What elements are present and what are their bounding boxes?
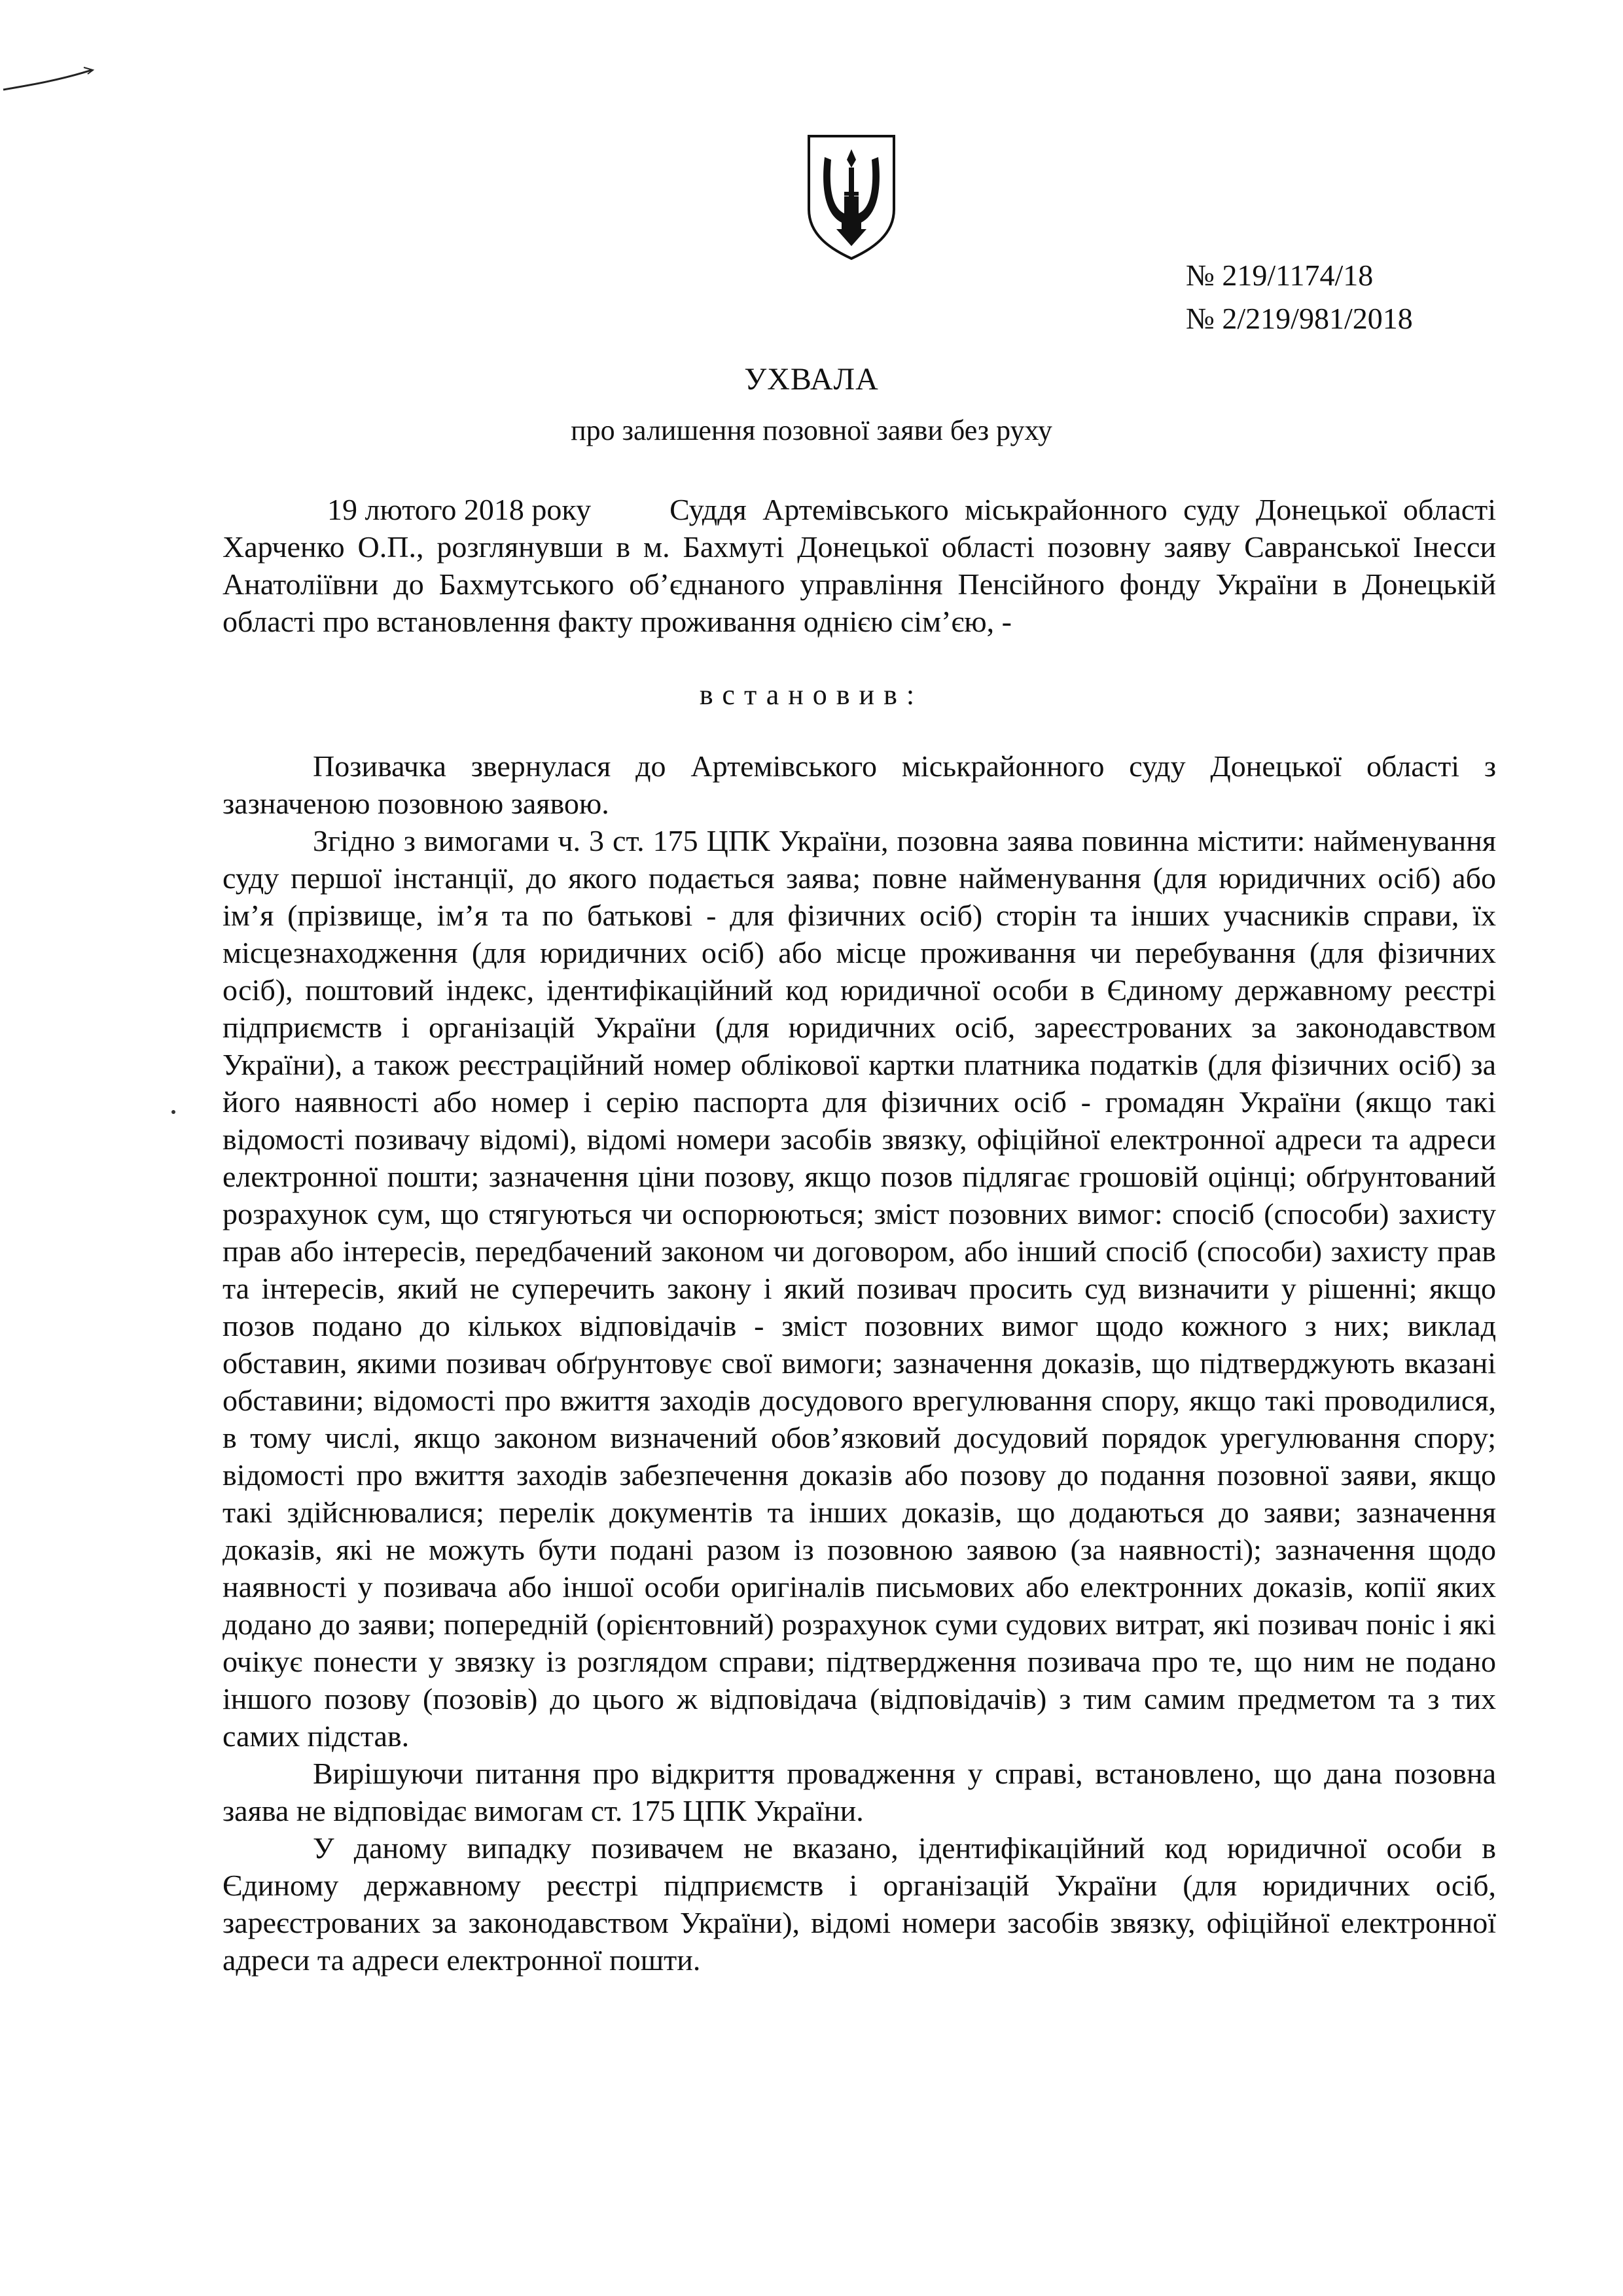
case-numbers	[1186, 254, 1413, 340]
coat-of-arms-trident-icon	[802, 131, 901, 262]
case-number: № 219/1174/18	[1186, 259, 1374, 292]
decision-date: 19 лютого 2018 року	[327, 493, 592, 526]
document-subtitle: про залишення позовної заяви без руху	[571, 414, 1052, 446]
established-heading: встановив:	[699, 679, 924, 711]
intro-text: Суддя Артемівського міськрайонного суду Донецької області Харченко О.П., розглянувши в м. Бахмуті Донецької області позовну заяву Савранської Інесси Анатоліївни до Бахмутського об’єднаного управління Пенсійного фонду України в Донецькій області про встановлення факту проживання однією сім’єю, -	[223, 493, 1496, 638]
case-number: № 2/219/981/2018	[1186, 302, 1413, 335]
body-paragraph: Вирішуючи питання про відкриття провадження у справі, встановлено, що дана позовна заява не відповідає вимогам ст. 175 ЦПК України.	[223, 1757, 1496, 1827]
intro-paragraph	[223, 491, 1496, 640]
pen-stroke-mark	[0, 62, 98, 95]
body-paragraph: У даному випадку позивачем не вказано, ідентифікаційний код юридичної особи в Єдиному державному реєстрі підприємств і організацій України (для юридичних осіб, зареєстрованих за законодавством України), відомі номери засобів звязку, офіційної електронної адреси та адреси електронної пошти.	[223, 1831, 1496, 1977]
document-body	[223, 747, 1496, 1979]
body-paragraph: Згідно з вимогами ч. 3 ст. 175 ЦПК України, позовна заява повинна містити: найменування суду першої інстанції, до якого подається заява; повне найменування (для юридичних осіб) або ім’я (прізвище, ім’я та по батькові - для фізичних осіб) сторін та інших учасників справи, їх місцезнаходження (для юридичних осіб) або місце проживання чи перебування (для фізичних осіб), поштовий індекс, ідентифікаційний код юридичної особи в Єдиному державному реєстрі підприємств і організацій України (для юридичних осіб, зареєстрованих за законодавством України), а також реєстраційний номер облікової картки платника податків (для фізичних осіб) за його наявності або номер і серію паспорта для фізичних осіб - громадян України (якщо такі відомості позивачу відомі), відомі номери засобів звязку, офіційної електронної адреси та адреси електронної пошти; зазначення ціни позову, якщо позов підлягає грошовій оцінці; обґрунтований розрахунок сум, що стягуються чи оспорюються; зміст позовних вимог: спосіб (способи) захисту прав або інтересів, передбачений законом чи договором, або інший спосіб (способи) захисту прав та інтересів, який не суперечить закону і який позивач просить суд визначити у рішенні; якщо позов подано до кількох відповідачів - зміст позовних вимог щодо кожного з них; виклад обставин, якими позивач обґрунтовує свої вимоги; зазначення доказів, що підтверджують вказані обставини; відомості про вжиття заходів досудового врегулювання спору, якщо такі проводилися, в тому числі, якщо законом визначений обов’язковий досудовий порядок урегулювання спору; відомості про вжиття заходів забезпечення доказів або позову до подання позовної заяви, якщо такі здійснювалися; перелік документів та інших доказів, що додаються до заяви; зазначення доказів, які не можуть бути подані разом із позовною заявою (за наявності); зазначення щодо наявності у позивача або іншої особи оригіналів письмових або електронних доказів, копії яких додано до заяви; попередній (орієнтовний) розрахунок суми судових витрат, які позивач поніс і які очікує понести у звязку із розглядом справи; підтвердження позивача про те, що ним не подано іншого позову (позовів) до цього ж відповідача (відповідачів) з тим самим предметом та з тих самих підстав.	[223, 824, 1496, 1753]
scan-dot	[171, 1110, 175, 1114]
document-title: УХВАЛА	[744, 362, 879, 397]
body-paragraph: Позивачка звернулася до Артемівського міськрайонного суду Донецької області з зазначеною позовною заявою.	[223, 749, 1496, 820]
